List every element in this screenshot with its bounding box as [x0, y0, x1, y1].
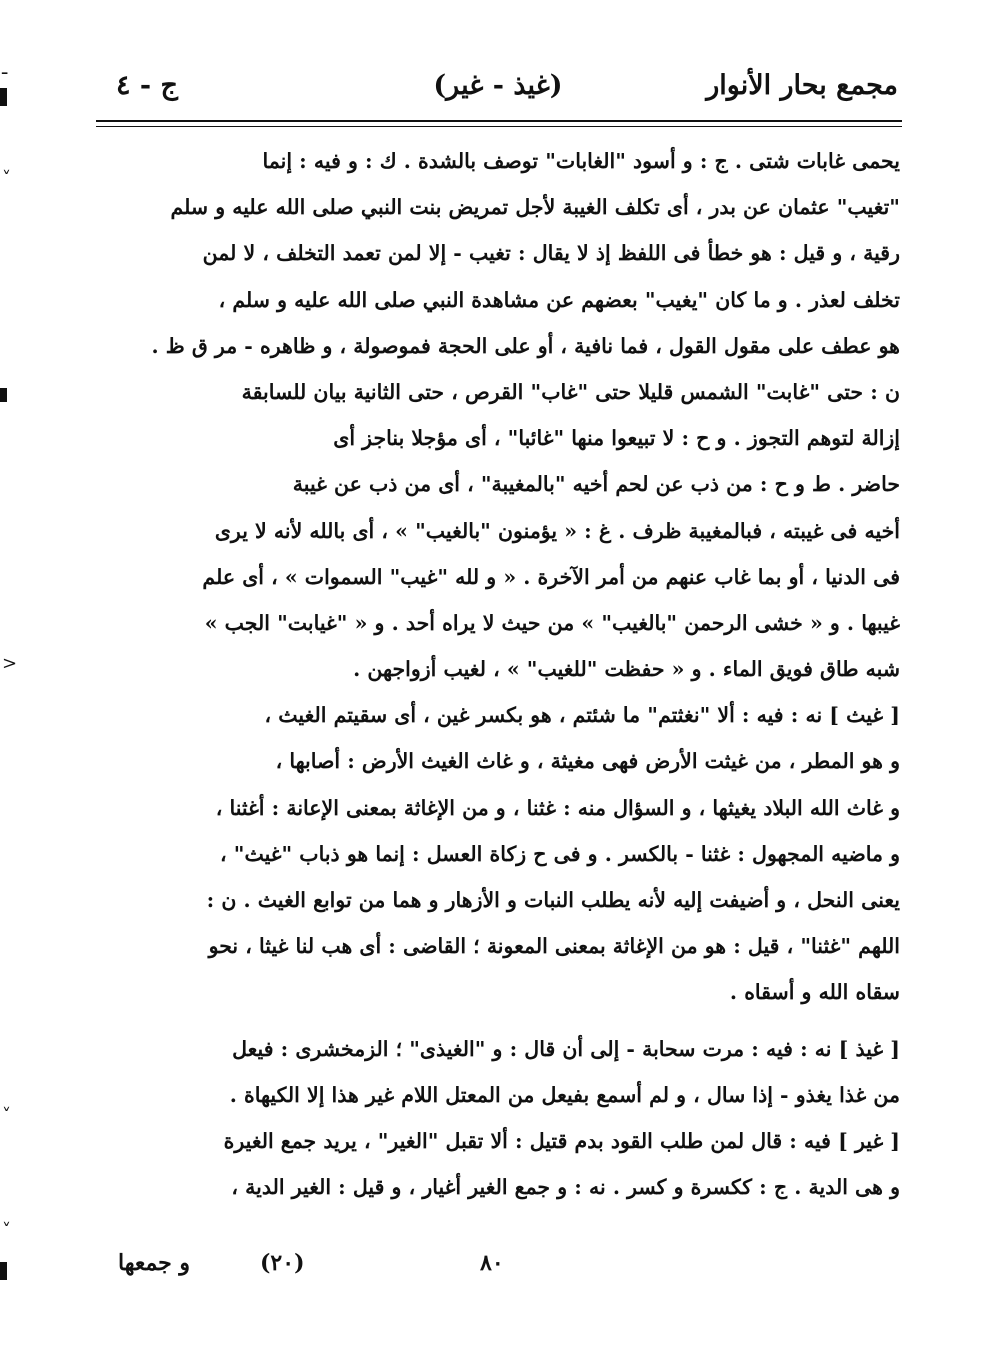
text-line: و ماضيه المجهول : غثنا - بالكسر . و فى ح زكاة العسل : إنما هو ذباب "غيث" ،	[220, 841, 900, 866]
text-line: يحمى غابات شتى . ج : و أسود "الغابات" توصف بالشدة . ك : و فيه : إنما	[262, 149, 900, 173]
text-line: "تغيب" عثمان عن بدر ، أى تكلف الغيبة لأجل تمريض بنت النبي صلى الله عليه و سلم	[170, 195, 900, 220]
text-line: ن : حتى "غابت" الشمس قليلا حتى "غاب" القرص ، حتى الثانية بيان للسابقة	[241, 379, 900, 404]
scan-margin-mark: ˅	[2, 1220, 11, 1241]
text-line: رقية ، و قيل : هو خطأ فى اللفظ إذ لا يقال : تغيب - إلا لمن تعمد التخلف ، لا لمن	[202, 241, 900, 266]
entry-ghayth: [ غيث ] نه : فيه : ألا "نغثتم" ما شئتم ، هو بكسر غين ، أى سقيتم الغيث ،	[264, 703, 900, 728]
text-line: و هو المطر ، من غيثت الأرض فهى مغيثة ، و غاث الغيث الأرض : أصابها ،	[275, 749, 900, 774]
catchword: و جمعها	[118, 1250, 191, 1276]
page-number: ٨٠	[480, 1250, 504, 1276]
scan-margin-mark: >	[2, 653, 18, 674]
text-line: هو عطف على مقول القول ، فما نافية ، أو على الحجة فموصولة ، و ظاهره - مر ق ظ .	[151, 333, 900, 358]
text-line: و هى الدية . ج : ككسرة و كسر . نه : و جمع الغير أغيار ، و قيل : الغير الدية ،	[231, 1175, 900, 1200]
header-rule-thin	[96, 126, 902, 127]
text-line: من غذا يغذو - إذا سال ، و لم أسمع بفيعل من المعتل اللام غير هذا إلا الكيهاة .	[229, 1082, 900, 1107]
scan-margin-mark	[0, 1262, 7, 1280]
body-text	[100, 138, 900, 1210]
text-line: إزالة لتوهم التجوز . و ح : لا تبيعوا منها "غائبا" ، أى مؤجلا بناجز أى	[333, 426, 900, 451]
volume-label: ج - ٤	[116, 70, 178, 101]
scan-margin-mark: ˅	[2, 168, 11, 189]
scan-margin-mark: ـ	[2, 58, 8, 79]
text-line: غيبها . و « خشى الرحمن "بالغيب" » من حيث لا يراه أحد . و « "غيابت" الجب »	[204, 610, 900, 635]
scan-margin-mark: ˅	[2, 1105, 11, 1126]
paragraph-gap	[100, 1016, 900, 1026]
signature-mark: (٢٠)	[260, 1250, 305, 1276]
text-line: حاضر . ط و ح : من ذب عن لحم أخيه "بالمغيبة" ، أى من ذب عن غيبة	[292, 472, 900, 497]
page-header	[98, 62, 898, 112]
scan-margin-mark	[0, 388, 7, 402]
text-line: تخلف لعذر . و ما كان "يغيب" بعضهم عن مشاهدة النبي صلى الله عليه و سلم ،	[218, 287, 900, 312]
page-footer	[100, 1245, 900, 1285]
text-line: أخيه فى غيبته ، فبالمغيبة ظرف . غ : « يؤمنون "بالغيب" » ، أى بالله لأنه لا يرى	[214, 518, 900, 543]
text-line: فى الدنيا ، أو بما غاب عنهم من أمر الآخرة . « و لله "غيب" السموات » ، أى علم	[202, 564, 900, 589]
text-line: شبه طاق فويق الماء . و « حفظت "للغيب" » ، لغيب أزواجهن .	[353, 657, 900, 682]
section-title: (غيذ - غير)	[433, 70, 563, 101]
text-line: اللهم "غثنا" ، قيل : هو من الإغاثة بمعنى المعونة ؛ القاضى : أى هب لنا غيثا ، نحو	[208, 934, 900, 959]
scan-margin-mark	[0, 88, 7, 106]
entry-ghayr: [ غير ] فيه : قال لمن طلب القود بدم قتيل : ألا تقبل "الغير" ، يريد جمع الغيرة	[223, 1128, 900, 1153]
entry-ghaydh: [ غيذ ] نه : فيه : مرت سحابة - إلى أن قال : و "الغيذى" ؛ الزمخشرى : فيعل	[232, 1036, 900, 1061]
header-rule	[96, 120, 902, 122]
text-line: و غاث الله البلاد يغيثها ، و السؤال منه : غثنا ، و من الإغاثة بمعنى الإعانة : أغثنا ،	[215, 795, 900, 820]
text-line: سقاه الله و أسقاه .	[729, 980, 900, 1005]
text-line: يعنى النحل ، و أضيفت إليه لأنه يطلب النبات و الأزهار و هما من توابع الغيث . ن :	[206, 888, 900, 912]
book-title: مجمع بحار الأنوار	[706, 70, 898, 101]
